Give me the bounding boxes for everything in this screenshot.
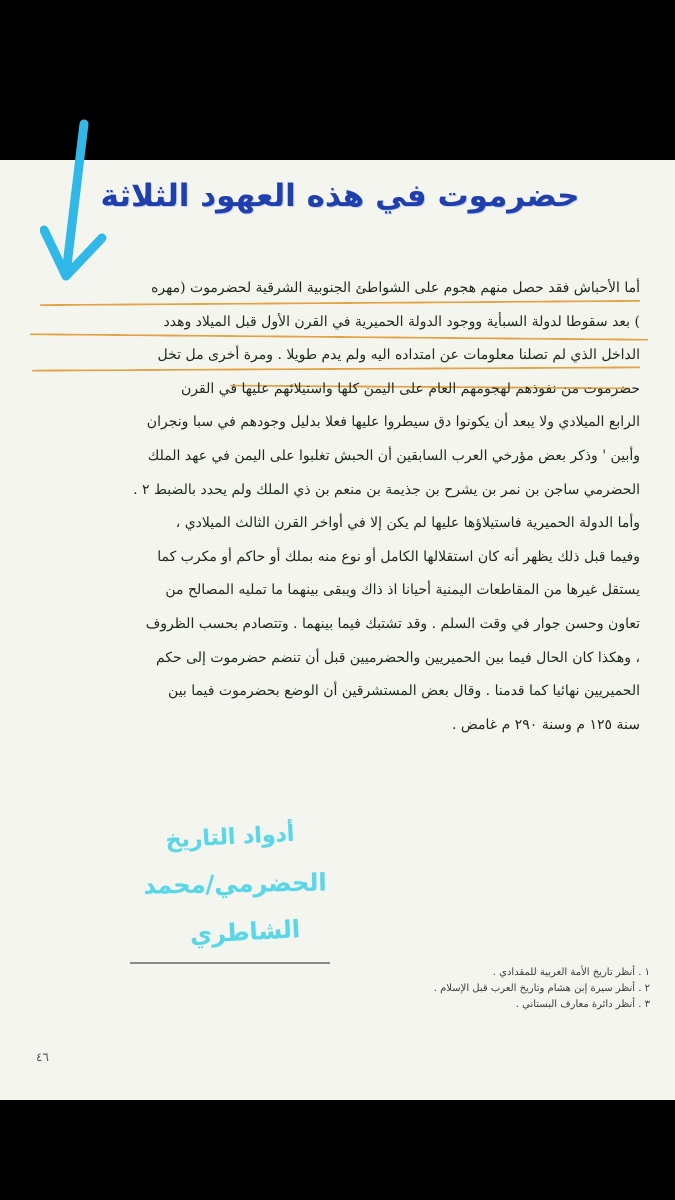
- footnote: ١ . أنظر تاريخ الأمة العربية للمقدادي .: [492, 967, 650, 978]
- footnote-separator: [130, 962, 330, 964]
- text-line: الحميريين نهائيا كما قدمنا . وقال بعض المستشرقين أن الوضع بحضرموت فيما بين: [167, 683, 640, 700]
- footnotes: [230, 965, 650, 1013]
- text-line: ) بعد سقوطا لدولة السبأية ووجود الدولة الحميرية في القرن الأول قبل الميلاد وهدد: [163, 313, 640, 330]
- text-line: تعاون وحسن جوار في وقت السلم . وقد تشتبك فيما بينهما . وتتصادم بحسب الظروف: [145, 615, 640, 632]
- document-page: [0, 160, 675, 1100]
- handwritten-note-line: الشاطري: [189, 915, 301, 949]
- text-line: وأما الدولة الحميرية فاستيلاؤها عليها لم يكن إلا في أواخر القرن الثالث الميلادي ،: [175, 515, 640, 532]
- footnote: ٢ . أنظر سيرة إبن هشام وتاريخ العرب قبل الإسلام .: [433, 983, 650, 994]
- page-title: حضرموت في هذه العهود الثلاثة: [100, 178, 580, 214]
- text-line: الرابع الميلادي ولا يبعد أن يكونوا دق سيطروا عليها فعلا بدليل وجودهم في سبا ونجران: [146, 414, 640, 431]
- page-number: ٤٦: [36, 1050, 49, 1064]
- text-line: الداخل الذي لم تصلنا معلومات عن امتداده اليه ولم يدم طويلا . ومرة أخرى مل تخل: [157, 347, 640, 364]
- handwritten-note-line: الحضرمي/محمد: [143, 868, 327, 900]
- text-line: سنة ١٢٥ م وسنة ٢٩٠ م غامض .: [451, 716, 640, 733]
- text-line: أما الأحباش فقد حصل منهم هجوم على الشواطئ الجنوبية الشرقية لحضرموت (مهره: [151, 280, 640, 296]
- handwritten-note-line: أدواد التاريخ: [165, 821, 295, 854]
- arrow-down-icon: [40, 118, 120, 288]
- footnote: ٣ . أنظر دائرة معارف البستاني .: [515, 999, 650, 1010]
- text-line: ، وهكذا كان الحال فيما بين الحميريين والحضرميين قبل أن تنضم حضرموت إلى حكم: [155, 649, 640, 666]
- text-line: يستقل غيرها من المقاطعات اليمنية أحيانا اذ ذاك ويبقى بينهما ما تمليه المصالح من: [165, 582, 640, 599]
- text-line: حضرموت من نفوذهم لهجومهم العام على اليمن كلها واستيلائهم عليها في القرن: [181, 380, 640, 397]
- text-line: وفيما قبل ذلك يظهر أنه كان استقلالها الكامل أو نوع منه بملك أو حاكم أو مكرب كما: [157, 548, 640, 565]
- body-text: [28, 272, 640, 742]
- text-line: الحضرمي ساجن بن نمر بن يشرح بن جذيمة بن منعم بن ذي الملك ولم يحدد بالضبط ٢ .: [133, 481, 640, 498]
- text-line: وأبين ' وذكر بعض مؤرخي العرب السابقين أن الحبش تغلبوا على اليمن في عهد الملك: [147, 447, 640, 464]
